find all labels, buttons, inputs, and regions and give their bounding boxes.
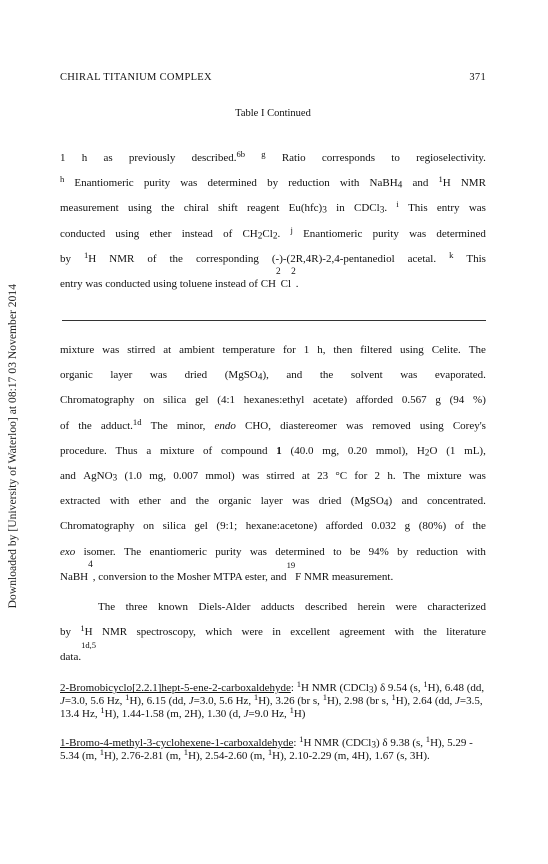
running-head-title: CHIRAL TITANIUM COMPLEX bbox=[60, 72, 212, 83]
footnote-line: 1 h as previously described.$^{6b}$ $^g$ Ratio corresponds to regioselectivity. bbox=[60, 149, 486, 164]
footnote-line: by $^1$H NMR of the corresponding (-)-(2R,4R)-2,4-pentanediol acetal. $^k$ This bbox=[60, 249, 486, 265]
table-title: Table I Continued bbox=[235, 108, 311, 119]
compound-entry bbox=[60, 733, 486, 763]
body-line: of the adduct.$^{1d}$ The minor, endo CHO, diastereomer was removed using Corey's bbox=[60, 416, 486, 432]
running-head bbox=[60, 72, 486, 83]
body-line: and AgNO$_3$ (1.0 mg, 0.007 mmol) was stirred at 23 °C for 2 h. The mixture was bbox=[60, 469, 486, 484]
footnote-line: $^h$ Enantiomeric purity was determined by reduction with NaBH$_4$ and $^1$H NMR bbox=[60, 174, 486, 191]
experimental-text bbox=[60, 338, 486, 670]
compound-name: 2-Bromobicyclo[2.2.1]hept-5-ene-2-carboxaldehyde bbox=[60, 682, 291, 694]
body-line: Chromatography on silica gel (9:1; hexane:acetone) afforded 0.032 g (80%) of the bbox=[60, 520, 486, 533]
compound-nmr-data: $^1$H NMR (CDCl$_3$) δ 9.38 (s, $^1$H), 5.29 - 5.34 (m, $^1$H), 2.76-2.81 (m, $^1$H), 2.54-2.60 (m, $^1$H), 2.10-2.29 (m, 4H), 1.67 (s, 3H). bbox=[60, 733, 473, 762]
compound-data bbox=[60, 679, 486, 778]
compound-name: 1-Bromo-4-methyl-3-cyclohexene-1-carboxaldehyde bbox=[60, 736, 294, 749]
body-line: NaBH 4 , conversion to the Mosher MTPA ester, and 19 F NMR measurement. bbox=[60, 559, 394, 583]
body-line: procedure. Thus a mixture of compound 1 (40.0 mg, 0.20 mmol), $H_2O$ (1 mL), bbox=[60, 444, 486, 459]
body-line: extracted with ether and the organic layer was dried (MgSO$_4$) and concentrated. bbox=[60, 495, 486, 509]
compound-entry bbox=[60, 679, 486, 722]
body-line: by $^1$H NMR spectroscopy, which were in excellent agreement with the literature bbox=[60, 623, 486, 639]
compound-name-colon: : bbox=[290, 682, 297, 694]
footnote-line: measurement using the chiral shift reagent $Eu(hfc)_3$ in CDCl$_3$. $^i$ This entry was bbox=[60, 199, 486, 216]
download-stamp-text: Downloaded by [University of Waterloo] at 08:17 03 November 2014 bbox=[7, 283, 19, 609]
body-line: exo isomer. The enantiomeric purity was determined to be 94% by reduction with bbox=[60, 545, 486, 558]
compound-name-colon: : bbox=[293, 736, 300, 749]
body-line: Chromatography on silica gel (4:1 hexanes:ethyl acetate) afforded 0.567 g (94 %) bbox=[60, 394, 486, 407]
footnote-line: conducted using ether instead of $CH_2Cl_2$. $^j$ Enantiomeric purity was determined bbox=[60, 224, 486, 241]
body-line: mixture was stirred at ambient temperature for 1 h, then filtered using Celite. The bbox=[60, 344, 486, 356]
compound-nmr-data: $^1$H NMR (CDCl$_3$) δ 9.54 (s, $^1$H), 6.48 (dd, J=3.0, 5.6 Hz, $^1$H), 6.15 (dd, J=3.0, 5.6 Hz, $^1$H), 3.26 (br s, $^1$H), 2.98 (br s, $^1$H), 2.64 (dd, J=3.5, 13.4 Hz, $^1$H), 1.44-1.58 (m, 2H), 1.30 (d, J=9.0 Hz, $^1$H) bbox=[60, 679, 485, 721]
body-line: data. 1d,5 bbox=[60, 640, 97, 664]
table-footnotes bbox=[60, 146, 486, 297]
body-line: organic layer was dried (MgSO$_4$), and the solvent was evaporated. bbox=[60, 369, 486, 383]
body-line: The three known Diels-Alder adducts described herein were characterized bbox=[98, 600, 486, 613]
page-number: 371 bbox=[469, 72, 486, 83]
footnote-line: entry was conducted using toluene instead of CH 2 Cl 2 . bbox=[60, 266, 299, 290]
download-stamp bbox=[2, 236, 24, 656]
section-divider bbox=[62, 320, 486, 321]
